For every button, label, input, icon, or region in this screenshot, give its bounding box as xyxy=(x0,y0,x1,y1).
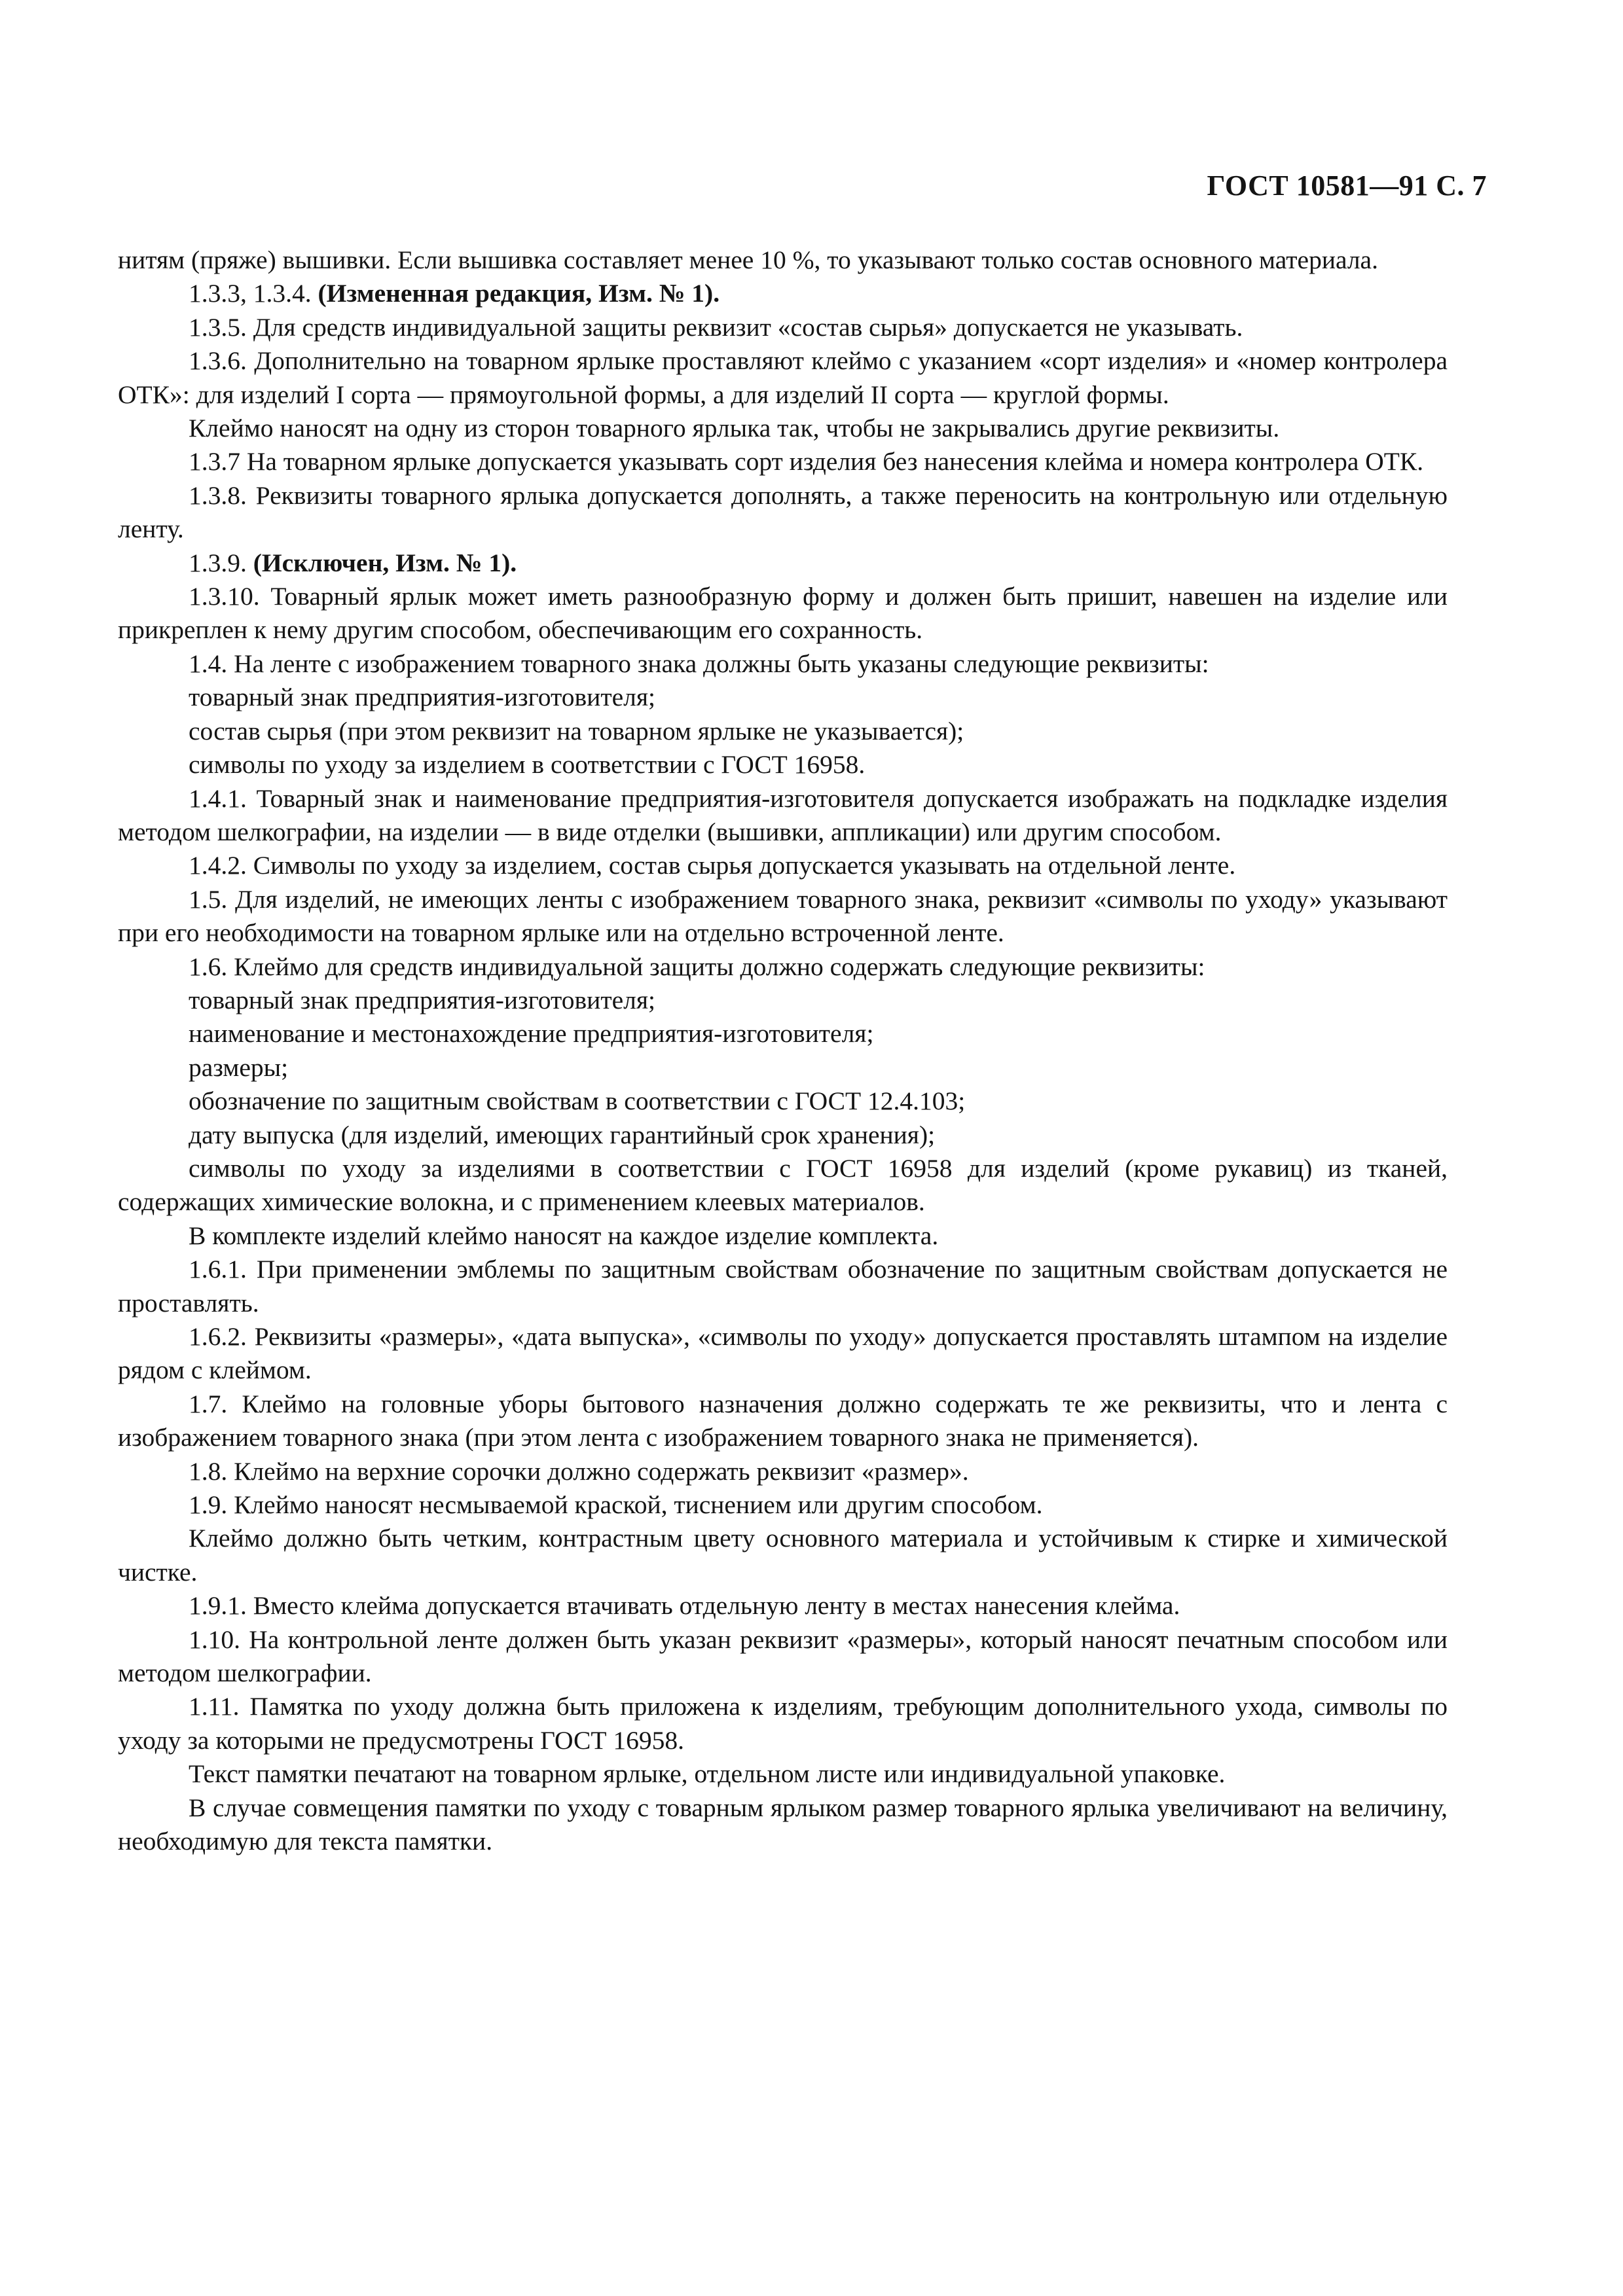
paragraph: 1.6. Клеймо для средств индивидуальной защиты должно содержать следующие реквизиты: xyxy=(189,952,1205,981)
paragraph: символы по уходу за изделиями в соответствии с ГОСТ 16958 для изделий (кроме рукавиц) из тканей, содержащих химические волокна, и с применением клеевых материалов. xyxy=(118,1153,1448,1217)
paragraph: 1.11. Памятка по уходу должна быть приложена к изделиям, требующим дополнительного ухода, символы по уходу за которыми не предусмотрены ГОСТ 16958. xyxy=(118,1692,1448,1755)
paragraph: 1.3.10. Товарный ярлык может иметь разнообразную форму и должен быть пришит, навешен на изделие или прикреплен к нему другим способом, обеспечивающим его сохранность. xyxy=(118,582,1448,645)
paragraph: 1.8. Клеймо на верхние сорочки должно содержать реквизит «размер». xyxy=(189,1456,969,1486)
paragraph: 1.3.8. Реквизиты товарного ярлыка допускается дополнять, а также переносить на контрольную или отдельную ленту. xyxy=(118,480,1448,544)
paragraph: нитям (пряже) вышивки. Если вышивка составляет менее 10 %, то указывают только состав основного материала. xyxy=(118,245,1378,274)
paragraph: товарный знак предприятия-изготовителя; xyxy=(189,683,655,712)
paragraph: В случае совмещения памятки по уходу с товарным ярлыком размер товарного ярлыка увеличивают на величину, необходимую для текста памятки. xyxy=(118,1793,1448,1856)
page-header: ГОСТ 10581—91 С. 7 xyxy=(1207,170,1487,202)
paragraph: 1.5. Для изделий, не имеющих ленты с изображением товарного знака, реквизит «символы по уходу» указывают при его необходимости на товарном ярлыке или на отдельно встроченной ленте. xyxy=(118,884,1448,948)
paragraph: 1.4.1. Товарный знак и наименование предприятия-изготовителя допускается изображать на подкладке изделия методом шелкографии, на изделии — в виде отделки (вышивки, аппликации) или другим способом. xyxy=(118,783,1448,846)
paragraph xyxy=(118,277,1448,310)
paragraph: 1.9.1. Вместо клейма допускается втачивать отдельную ленту в местах нанесения клейма. xyxy=(189,1591,1180,1621)
paragraph: 1.6.2. Реквизиты «размеры», «дата выпуска», «символы по уходу» допускается проставлять штампом на изделие рядом с клеймом. xyxy=(118,1322,1448,1385)
paragraph: 1.3.7 На товарном ярлыке допускается указывать сорт изделия без нанесения клейма и номера контролера ОТК. xyxy=(189,447,1424,476)
paragraph: дату выпуска (для изделий, имеющих гарантийный срок хранения); xyxy=(189,1120,936,1149)
paragraph: 1.4. На ленте с изображением товарного знака должны быть указаны следующие реквизиты: xyxy=(189,649,1209,678)
paragraph: 1.7. Клеймо на головные уборы бытового назначения должно содержать те же реквизиты, что и лента с изображением товарного знака (при этом лента с изображением товарного знака не применяется). xyxy=(118,1389,1448,1452)
paragraph: 1.9. Клеймо наносят несмываемой краской, тиснением или другим способом. xyxy=(189,1490,1043,1520)
amendment-note: (Исключен, Изм. № 1). xyxy=(253,548,517,577)
amendment-note: (Измененная редакция, Изм. № 1). xyxy=(318,279,720,308)
paragraph: Текст памятки печатают на товарном ярлыке, отдельном листе или индивидуальной упаковке. xyxy=(189,1759,1226,1789)
paragraph: 1.6.1. При применении эмблемы по защитным свойствам обозначение по защитным свойствам допускается не проставлять. xyxy=(118,1255,1448,1318)
paragraph: Клеймо должно быть четким, контрастным цвету основного материала и устойчивым к стирке и химической чистке. xyxy=(118,1524,1448,1587)
paragraph: 1.4.2. Символы по уходу за изделием, состав сырья допускается указывать на отдельной ленте. xyxy=(189,851,1236,880)
paragraph: В комплекте изделий клеймо наносят на каждое изделие комплекта. xyxy=(189,1221,939,1250)
paragraph: обозначение по защитным свойствам в соответствии с ГОСТ 12.4.103; xyxy=(189,1086,966,1116)
paragraph: товарный знак предприятия-изготовителя; xyxy=(189,985,655,1014)
paragraph: 1.3.6. Дополнительно на товарном ярлыке проставляют клеймо с указанием «сорт изделия» и «номер контролера ОТК»: для изделий I сорта — прямоугольной формы, а для изделий II сорта — круглой формы. xyxy=(118,346,1448,409)
paragraph: 1.10. На контрольной ленте должен быть указан реквизит «размеры», который наносят печатным способом или методом шелкографии. xyxy=(118,1624,1448,1688)
paragraph: Клеймо наносят на одну из сторон товарного ярлыка так, чтобы не закрывались другие реквизиты. xyxy=(189,414,1280,443)
paragraph: наименование и местонахождение предприятия-изготовителя; xyxy=(189,1019,874,1049)
paragraph-number: 1.3.9. xyxy=(189,548,253,577)
document-body xyxy=(118,243,1448,1859)
paragraph xyxy=(118,547,1448,580)
paragraph: размеры; xyxy=(189,1052,289,1082)
paragraph: состав сырья (при этом реквизит на товарном ярлыке не указывается); xyxy=(189,716,964,745)
paragraph: 1.3.5. Для средств индивидуальной защиты реквизит «состав сырья» допускается не указывать. xyxy=(189,312,1243,342)
paragraph: символы по уходу за изделием в соответствии с ГОСТ 16958. xyxy=(189,750,866,780)
paragraph-number: 1.3.3, 1.3.4. xyxy=(189,279,318,308)
